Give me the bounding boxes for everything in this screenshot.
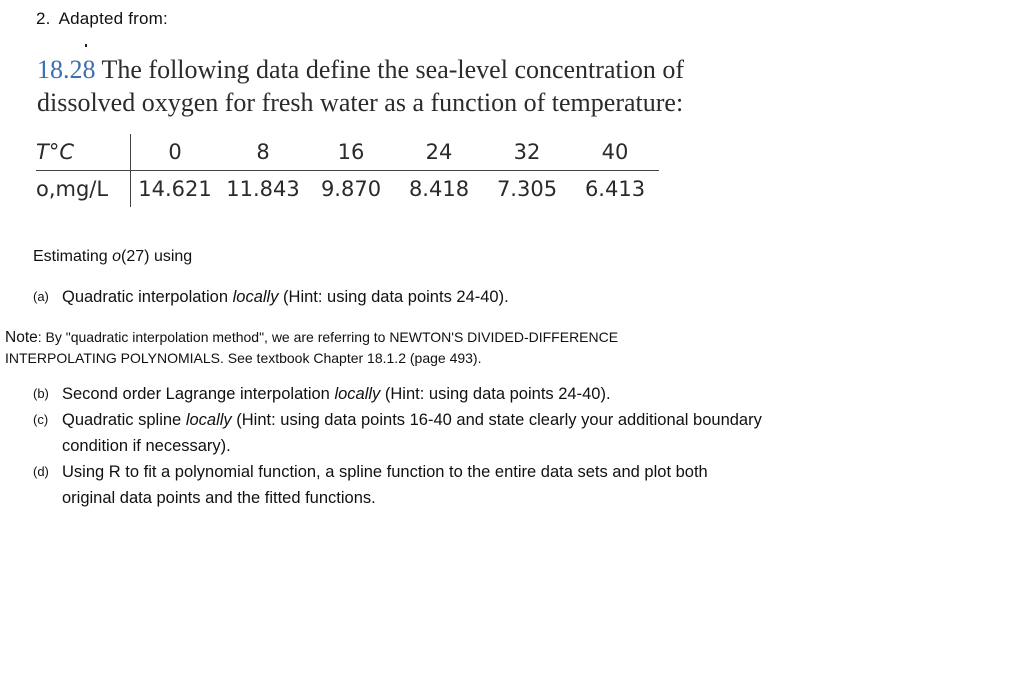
scan-mark [85,44,87,47]
part-c-text [62,407,762,459]
oxygen-value: 6.413 [584,177,646,201]
part-a-marker: (a) [33,289,49,304]
oxygen-value: 14.621 [138,177,212,201]
temperature-value: 24 [395,134,483,171]
temperature-value: 0 [131,134,220,171]
question-heading-text: Adapted from: [58,9,168,28]
data-table [36,134,659,207]
temperature-label: T°C [36,134,131,171]
part-c-pre: Quadratic spline [62,411,186,429]
oxygen-value: 7.305 [496,177,558,201]
part-a-text [62,284,762,310]
part-a-pre: Quadratic interpolation [62,288,233,306]
temperature-value: 16 [307,134,395,171]
question-heading [36,9,168,29]
temperature-value: 40 [571,134,659,171]
note-block [5,327,725,368]
part-b-text [62,381,762,407]
temperature-value: 32 [483,134,571,171]
part-b-pre: Second order Lagrange interpolation [62,385,335,403]
oxygen-value: 8.418 [408,177,470,201]
problem-statement [37,53,757,119]
note-text: : By "quadratic interpolation method", we are referring to NEWTON'S DIVIDED-DIFFERENCE INTERPOLATING POLYNOMIALS. See textbook Chapter 18.1.2 (page 493). [5,329,619,366]
estimating-variable: o [112,248,122,265]
estimating-line [33,248,192,266]
temperature-row [36,134,659,171]
part-a-post: (Hint: using data points 24-40). [278,288,509,306]
part-b-marker: (b) [33,386,49,401]
part-a-emphasis: locally [232,288,279,306]
oxygen-row [36,171,659,208]
estimating-prefix: Estimating [33,248,113,265]
part-b-post: (Hint: using data points 24-40). [380,385,611,403]
part-b-emphasis: locally [334,385,381,403]
part-c-marker: (c) [33,412,49,427]
question-number: 2. [36,9,51,28]
part-d-marker: (d) [33,464,49,479]
part-c-emphasis: locally [185,411,232,429]
temperature-value: 8 [219,134,307,171]
note-lead: Note [5,329,38,346]
part-d-text: Using R to fit a polynomial function, a spline function to the entire data sets and plot both original data points and the fitted functions. [62,463,708,507]
oxygen-value: 11.843 [226,177,300,201]
problem-number: 18.28 [37,55,96,84]
oxygen-value: 9.870 [320,177,382,201]
estimating-suffix: (27) using [121,248,193,265]
problem-text: The following data define the sea-level concentration of dissolved oxygen for fresh water as a function of temperature: [37,55,685,117]
part-c-post: (Hint: using data points 16-40 and state clearly your additional boundary condition if necessary). [62,411,762,455]
oxygen-label: o,mg/L [36,171,131,208]
